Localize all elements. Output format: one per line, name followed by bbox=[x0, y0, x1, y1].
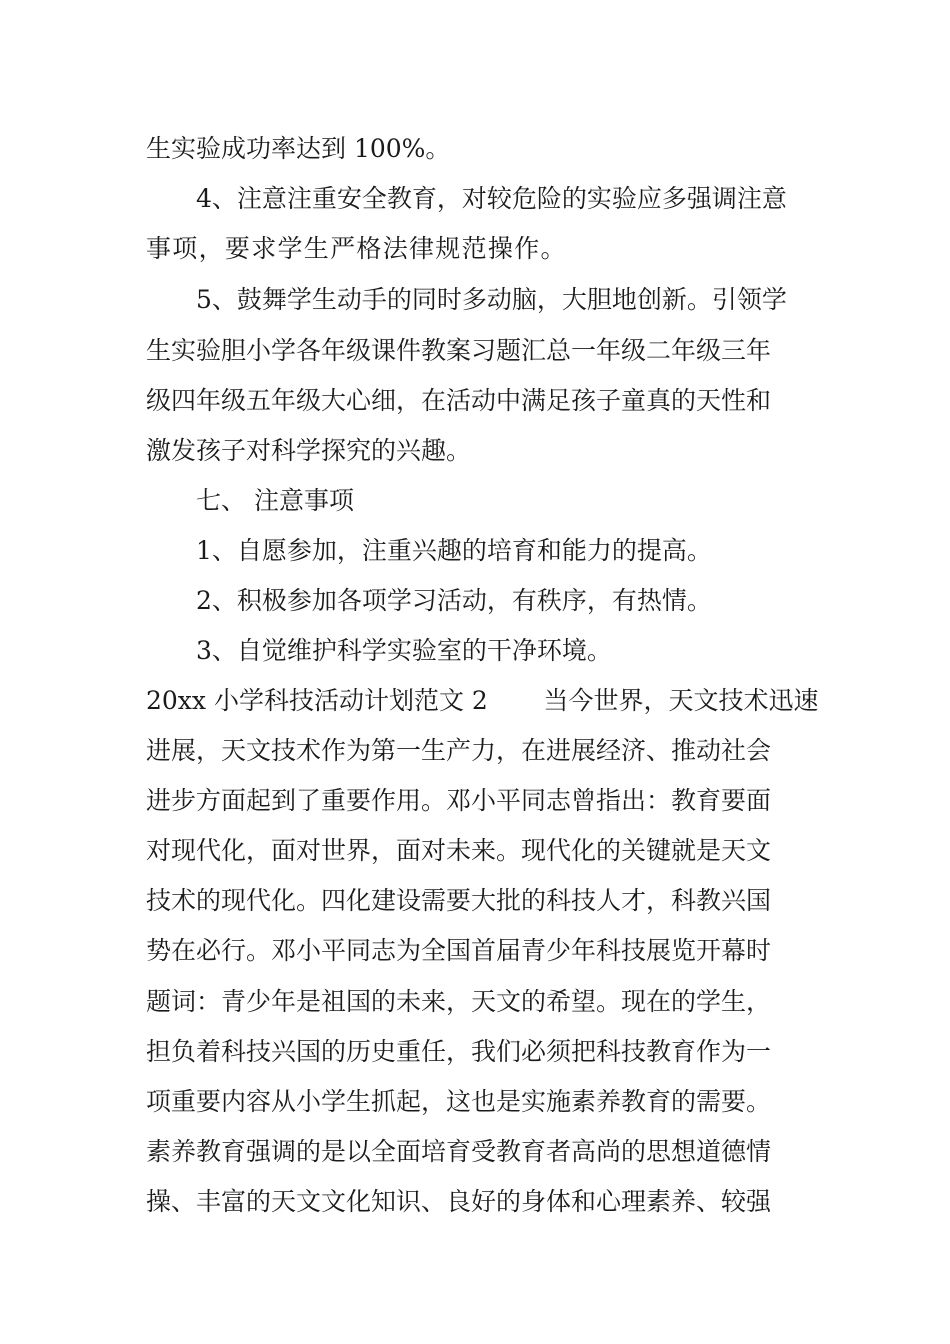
list-item-2: 2、积极参加各项学习活动，有秩序，有热情。 bbox=[196, 586, 712, 615]
text-line: 项重要内容从小学生抓起，这也是实施素养教育的需要。 bbox=[146, 1087, 772, 1116]
list-item-1: 1、自愿参加，注重兴趣的培育和能力的提高。 bbox=[196, 536, 712, 565]
text-line: 生实验胆小学各年级课件教案习题汇总一年级二年级三年 bbox=[146, 336, 772, 365]
text-line: 对现代化，面对世界，面对未来。现代化的关键就是天文 bbox=[146, 836, 772, 865]
list-item-3: 3、自觉维护科学实验室的干净环境。 bbox=[196, 636, 612, 665]
text-line: 进步方面起到了重要作用。邓小平同志曾指出：教育要面 bbox=[146, 786, 772, 815]
section-heading: 七、 注意事项 bbox=[196, 486, 354, 515]
list-item-4: 4、注意注重安全教育，对较危险的实验应多强调注意 bbox=[196, 184, 787, 213]
text-line: 进展，天文技术作为第一生产力，在进展经济、推动社会 bbox=[146, 736, 772, 765]
text-line: 激发孩子对科学探究的兴趣。 bbox=[146, 436, 472, 465]
text-line: 担负着科技兴国的历史重任，我们必须把科技教育作为一 bbox=[146, 1037, 772, 1066]
article-title-line: 20xx 小学科技活动计划范文 2 当今世界，天文技术迅速 bbox=[146, 686, 819, 715]
text-line: 素养教育强调的是以全面培育受教育者高尚的思想道德情 bbox=[146, 1137, 772, 1166]
text-line: 生实验成功率达到 100%。 bbox=[146, 134, 451, 163]
text-line: 题词：青少年是祖国的未来，天文的希望。现在的学生， bbox=[146, 987, 772, 1016]
text-line: 操、丰富的天文文化知识、良好的身体和心理素养、较强 bbox=[146, 1187, 772, 1216]
list-item-5: 5、鼓舞学生动手的同时多动脑，大胆地创新。引领学 bbox=[196, 285, 787, 314]
text-line: 势在必行。邓小平同志为全国首届青少年科技展览开幕时 bbox=[146, 936, 772, 965]
text-line: 技术的现代化。四化建设需要大批的科技人才，科教兴国 bbox=[146, 886, 772, 915]
text-line: 级四年级五年级大心细，在活动中满足孩子童真的天性和 bbox=[146, 386, 772, 415]
text-line: 事项，要求学生严格法律规范操作。 bbox=[146, 234, 567, 263]
